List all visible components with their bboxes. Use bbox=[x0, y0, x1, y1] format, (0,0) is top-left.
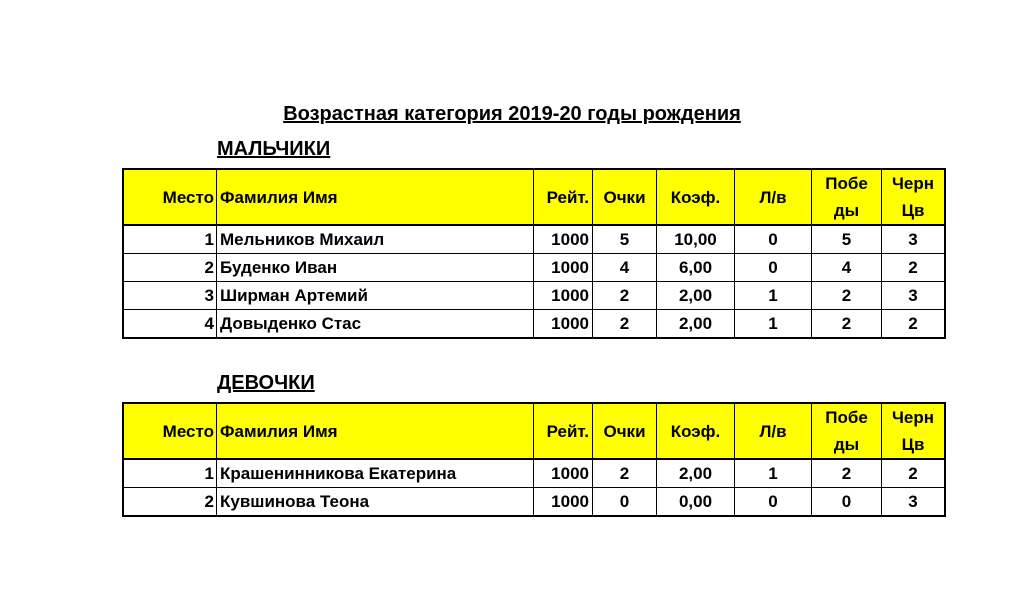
cell-black: 3 bbox=[882, 488, 946, 517]
cell-wins: 4 bbox=[812, 254, 882, 282]
header-place: Место bbox=[123, 169, 217, 225]
table-header-row bbox=[123, 169, 945, 225]
cell-lv: 0 bbox=[735, 225, 812, 254]
cell-black: 3 bbox=[882, 225, 946, 254]
cell-wins: 2 bbox=[812, 282, 882, 310]
results-table-girls bbox=[122, 402, 946, 517]
cell-points: 0 bbox=[593, 488, 657, 517]
cell-wins: 2 bbox=[812, 459, 882, 488]
cell-black: 2 bbox=[882, 310, 946, 339]
header-black bbox=[882, 169, 946, 225]
cell-points: 2 bbox=[593, 310, 657, 339]
cell-coef: 10,00 bbox=[657, 225, 735, 254]
cell-points: 4 bbox=[593, 254, 657, 282]
cell-wins: 5 bbox=[812, 225, 882, 254]
cell-wins: 0 bbox=[812, 488, 882, 517]
header-black-line2: Цв bbox=[901, 201, 925, 220]
table-row bbox=[123, 225, 945, 254]
cell-points: 2 bbox=[593, 282, 657, 310]
cell-coef: 2,00 bbox=[657, 282, 735, 310]
header-black-line1: Черн bbox=[891, 174, 935, 193]
header-points: Очки bbox=[593, 169, 657, 225]
cell-lv: 0 bbox=[735, 254, 812, 282]
cell-place: 3 bbox=[123, 282, 217, 310]
header-wins-line1: Побе bbox=[825, 408, 868, 427]
table-row bbox=[123, 488, 945, 517]
table-header-row bbox=[123, 403, 945, 459]
cell-points: 2 bbox=[593, 459, 657, 488]
cell-place: 4 bbox=[123, 310, 217, 339]
cell-coef: 2,00 bbox=[657, 459, 735, 488]
cell-name: Мельников Михаил bbox=[217, 225, 534, 254]
cell-name: Буденко Иван bbox=[217, 254, 534, 282]
cell-coef: 2,00 bbox=[657, 310, 735, 339]
header-wins-line2: ды bbox=[833, 435, 860, 454]
header-name: Фамилия Имя bbox=[217, 169, 534, 225]
header-coef: Коэф. bbox=[657, 403, 735, 459]
cell-coef: 6,00 bbox=[657, 254, 735, 282]
header-coef: Коэф. bbox=[657, 169, 735, 225]
header-lv: Л/в bbox=[735, 169, 812, 225]
header-rating: Рейт. bbox=[534, 169, 593, 225]
table-row bbox=[123, 282, 945, 310]
cell-rating: 1000 bbox=[534, 310, 593, 339]
cell-place: 2 bbox=[123, 488, 217, 517]
cell-lv: 1 bbox=[735, 310, 812, 339]
section-title-girls: ДЕВОЧКИ bbox=[217, 372, 315, 394]
cell-name: Довыденко Стас bbox=[217, 310, 534, 339]
header-place: Место bbox=[123, 403, 217, 459]
header-points: Очки bbox=[593, 403, 657, 459]
header-wins bbox=[812, 403, 882, 459]
cell-place: 1 bbox=[123, 459, 217, 488]
header-rating: Рейт. bbox=[534, 403, 593, 459]
cell-rating: 1000 bbox=[534, 254, 593, 282]
header-black-line1: Черн bbox=[891, 408, 935, 427]
table-row bbox=[123, 254, 945, 282]
cell-lv: 0 bbox=[735, 488, 812, 517]
cell-points: 5 bbox=[593, 225, 657, 254]
cell-black: 3 bbox=[882, 282, 946, 310]
cell-lv: 1 bbox=[735, 282, 812, 310]
table-row bbox=[123, 310, 945, 339]
header-wins bbox=[812, 169, 882, 225]
cell-black: 2 bbox=[882, 254, 946, 282]
cell-name: Ширман Артемий bbox=[217, 282, 534, 310]
cell-rating: 1000 bbox=[534, 225, 593, 254]
cell-black: 2 bbox=[882, 459, 946, 488]
cell-coef: 0,00 bbox=[657, 488, 735, 517]
header-wins-line1: Побе bbox=[825, 174, 868, 193]
cell-rating: 1000 bbox=[534, 282, 593, 310]
cell-rating: 1000 bbox=[534, 459, 593, 488]
cell-wins: 2 bbox=[812, 310, 882, 339]
results-table-boys bbox=[122, 168, 946, 339]
table-row bbox=[123, 459, 945, 488]
cell-name: Кувшинова Теона bbox=[217, 488, 534, 517]
cell-place: 1 bbox=[123, 225, 217, 254]
header-name: Фамилия Имя bbox=[217, 403, 534, 459]
header-black-line2: Цв bbox=[901, 435, 925, 454]
header-wins-line2: ды bbox=[833, 201, 860, 220]
page-title: Возрастная категория 2019-20 годы рождения bbox=[283, 103, 741, 125]
header-lv: Л/в bbox=[735, 403, 812, 459]
cell-rating: 1000 bbox=[534, 488, 593, 517]
cell-name: Крашенинникова Екатерина bbox=[217, 459, 534, 488]
cell-lv: 1 bbox=[735, 459, 812, 488]
section-title-boys: МАЛЬЧИКИ bbox=[217, 138, 331, 160]
cell-place: 2 bbox=[123, 254, 217, 282]
header-black bbox=[882, 403, 946, 459]
